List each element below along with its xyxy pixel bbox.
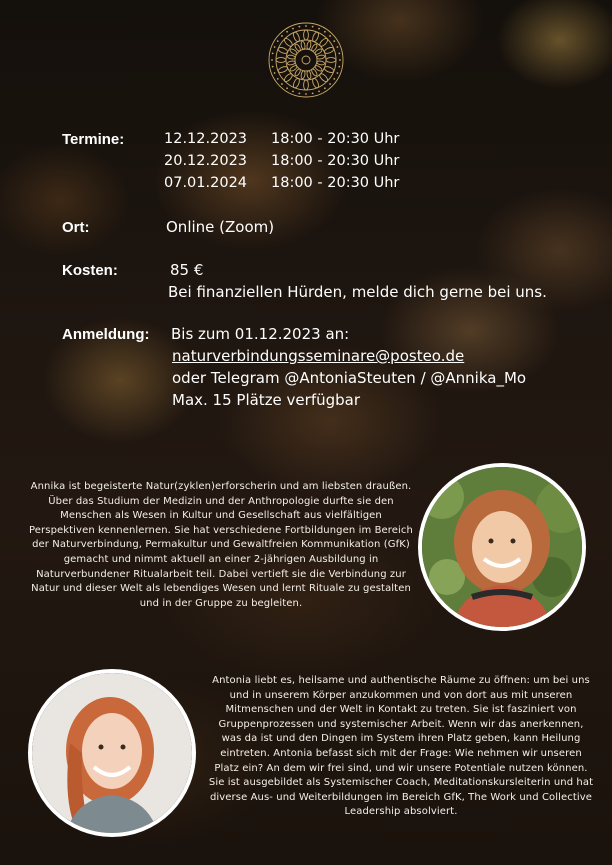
anmeldung-label: Anmeldung: xyxy=(62,326,150,343)
kosten-note: Bei finanziellen Hürden, melde dich gerne bei uns. xyxy=(168,283,547,301)
annika-portrait xyxy=(418,463,586,631)
kosten-label: Kosten: xyxy=(62,262,118,279)
annika-photo-icon xyxy=(422,467,582,627)
telegram-contact: oder Telegram @AntoniaSteuten / @Annika_Mo xyxy=(172,369,527,387)
annika-bio: Annika ist begeisterte Natur(zyklen)erforscherin und am liebsten draußen. Über das Studium der Medizin und der Anthropologie durfte sie den Menschen als Wesen in Kultur und Gesellschaft aus vielfältigen Perspektiven kennenlernen. Sie hat verschiedene Fortbildungen im Bereich der Naturverbindung, Permakultur und Gewaltfreien Kommunikation (GfK) gemacht und nimmt aktuell an einer 2-jährigen Ausbildung in Naturverbundener Ritualarbeit teil. Dabei vertieft sie die Verbindung zur Natur und dieser Welt als lebendiges Wesen und lernt Rituale zu gestalten und in der Gruppe zu begleiten. xyxy=(29,481,413,609)
kosten-price: 85 € xyxy=(170,261,204,279)
ort-value: Online (Zoom) xyxy=(166,218,275,236)
termine-label: Termine: xyxy=(62,131,125,148)
mandala-ornament-icon xyxy=(266,20,346,100)
date-2: 20.12.2023 xyxy=(164,153,248,169)
email-link[interactable]: naturverbindungsseminare@posteo.de xyxy=(172,347,465,365)
antonia-photo-icon xyxy=(32,673,192,833)
time-1: 18:00 - 20:30 Uhr xyxy=(271,131,400,147)
time-3: 18:00 - 20:30 Uhr xyxy=(271,175,400,191)
places-available: Max. 15 Plätze verfügbar xyxy=(172,391,361,409)
antonia-portrait xyxy=(28,669,196,837)
ort-label: Ort: xyxy=(62,219,90,236)
anmeldung-deadline: Bis zum 01.12.2023 an: xyxy=(171,325,350,343)
time-2: 18:00 - 20:30 Uhr xyxy=(271,153,400,169)
date-1: 12.12.2023 xyxy=(164,131,248,147)
date-3: 07.01.2024 xyxy=(164,175,248,191)
antonia-bio: Antonia liebt es, heilsame und authentische Räume zu öffnen: um bei uns und in unserem Körper anzukommen und von dort aus mit unseren Mitmenschen und der Welt in Kontakt zu treten. Sie ist fasziniert von Gruppenprozessen und systemischer Arbeit. Wenn wir das anerkennen, was da ist und den Dingen im System ihren Platz geben, kann Heilung eintreten. Antonia befasst sich mit der Frage: Wie nehmen wir unseren Platz ein? An dem wir frei sind, und wir unsere Potentiale nutzen können. Sie ist ausgebildet als Systemischer Coach, Meditationskursleiterin und hat diverse Aus- und Weiterbildungen im Bereich GfK, The Work und Collective Leadership absolviert. xyxy=(208,675,594,818)
